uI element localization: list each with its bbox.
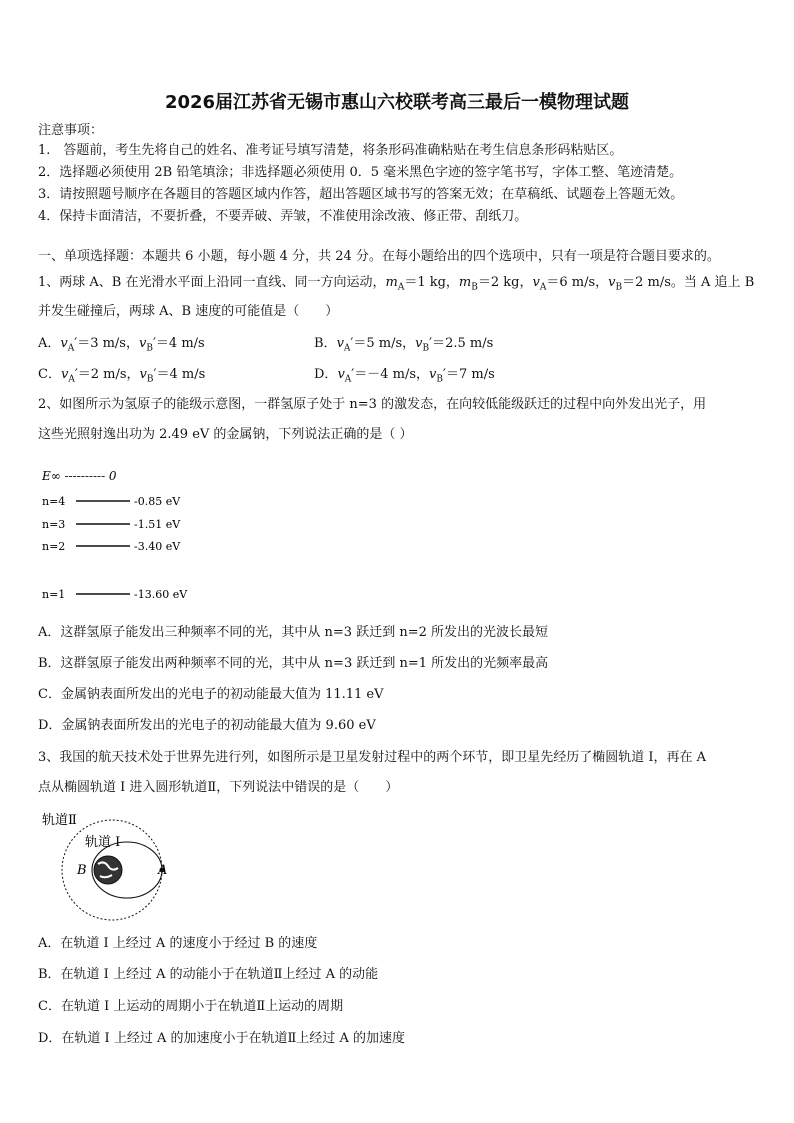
notice-item-4: 4．保持卡面清洁，不要折叠，不要弄破、弄皱，不准使用涂改液、修正带、刮纸刀。 (38, 209, 528, 224)
notice-heading: 注意事项： (38, 123, 104, 138)
q3-option-a: A．在轨道 I 上经过 A 的速度小于经过 B 的速度 (38, 936, 318, 951)
level-top-label: E∞ ---------- 0 (42, 469, 117, 483)
q2-option-d: D．金属钠表面所发出的光电子的初动能最大值为 9.60 eV (38, 718, 376, 733)
q3-line2: 点从椭圆轨道 I 进入圆形轨道Ⅱ，下列说法中错误的是（ ） (38, 780, 399, 795)
energy-level-diagram (40, 460, 210, 610)
q1-option-a: A．$v_A'=3$ m/s，$v_B'=4$ m/s (38, 336, 205, 354)
point-a-label: A (158, 863, 168, 878)
level-3-label: n=3 (42, 518, 66, 531)
q2-line2: 这些光照射逸出功为 2.49 eV 的金属钠，下列说法正确的是（ ） (38, 427, 413, 442)
point-b-label: B (77, 863, 87, 878)
page-title: 2026届江苏省无锡市惠山六校联考高三最后一模物理试题 (164, 92, 630, 113)
level-4-label: n=4 (42, 495, 66, 508)
level-2-energy: -3.40 eV (134, 540, 181, 553)
q3-option-d: D．在轨道 I 上经过 A 的加速度小于在轨道Ⅱ上经过 A 的加速度 (38, 1031, 405, 1046)
q1-line2: 并发生碰撞后，两球 A、B 速度的可能值是（ ） (38, 304, 339, 319)
q2-option-a: A．这群氢原子能发出三种频率不同的光，其中从 n=3 跃迁到 n=2 所发出的光波长最短 (38, 625, 548, 640)
orbit-2-label: 轨道Ⅱ (42, 813, 77, 828)
q3-line1: 3、我国的航天技术处于世界先进行列，如图所示是卫星发射过程中的两个环节，即卫星先经历了椭圆轨道 I，再在 A (38, 750, 707, 765)
q3-option-b: B．在轨道 I 上经过 A 的动能小于在轨道Ⅱ上经过 A 的动能 (38, 967, 379, 982)
level-1-energy: -13.60 eV (134, 588, 188, 601)
q1-line1: 1、两球 A、B 在光滑水平面上沿同一直线、同一方向运动，$m_A=1$ kg，$m_B=2$ kg，$v_A=6$ m/s，$v_B=2$ m/s。当 A 追上 B (38, 275, 755, 293)
earth-icon (94, 856, 122, 884)
q2-line1: 2、如图所示为氢原子的能级示意图，一群氢原子处于 n=3 的激发态，在向较低能级跃迁的过程中向外发出光子，用 (38, 397, 707, 412)
q3-option-c: C．在轨道 I 上运动的周期小于在轨道Ⅱ上运动的周期 (38, 999, 344, 1014)
notice-item-2: 2．选择题必须使用 2B 铅笔填涂；非选择题必须使用 0．5 毫米黑色字迹的签字笔书写，字体工整、笔迹清楚。 (38, 165, 683, 180)
q2-option-b: B．这群氢原子能发出两种频率不同的光，其中从 n=3 跃迁到 n=1 所发出的光频率最高 (38, 656, 549, 671)
q1-option-c: C．$v_A'=2$ m/s，$v_B'=4$ m/s (38, 367, 206, 385)
section-heading: 一、单项选择题：本题共 6 小题，每小题 4 分，共 24 分。在每小题给出的四个选项中，只有一项是符合题目要求的。 (38, 249, 720, 264)
orbit-1-label: 轨道 I (85, 835, 121, 850)
q2-option-c: C．金属钠表面所发出的光电子的初动能最大值为 11.11 eV (38, 687, 384, 702)
notice-item-1: 1. 答题前，考生先将自己的姓名、准考证号填写清楚，将条形码准确粘贴在考生信息条形码粘贴区。 (38, 143, 623, 158)
level-4-energy: -0.85 eV (134, 495, 181, 508)
level-1-label: n=1 (42, 588, 66, 601)
q1-option-b: B．$v_A'=5$ m/s，$v_B'=2.5$ m/s (314, 336, 494, 354)
q1-option-d: D．$v_A'=-4$ m/s，$v_B'=7$ m/s (314, 367, 495, 385)
level-2-label: n=2 (42, 540, 66, 553)
notice-item-3: 3．请按照题号顺序在各题目的答题区域内作答，超出答题区域书写的答案无效；在草稿纸、试题卷上答题无效。 (38, 187, 684, 202)
level-3-energy: -1.51 eV (134, 518, 181, 531)
orbit-diagram (40, 808, 190, 923)
